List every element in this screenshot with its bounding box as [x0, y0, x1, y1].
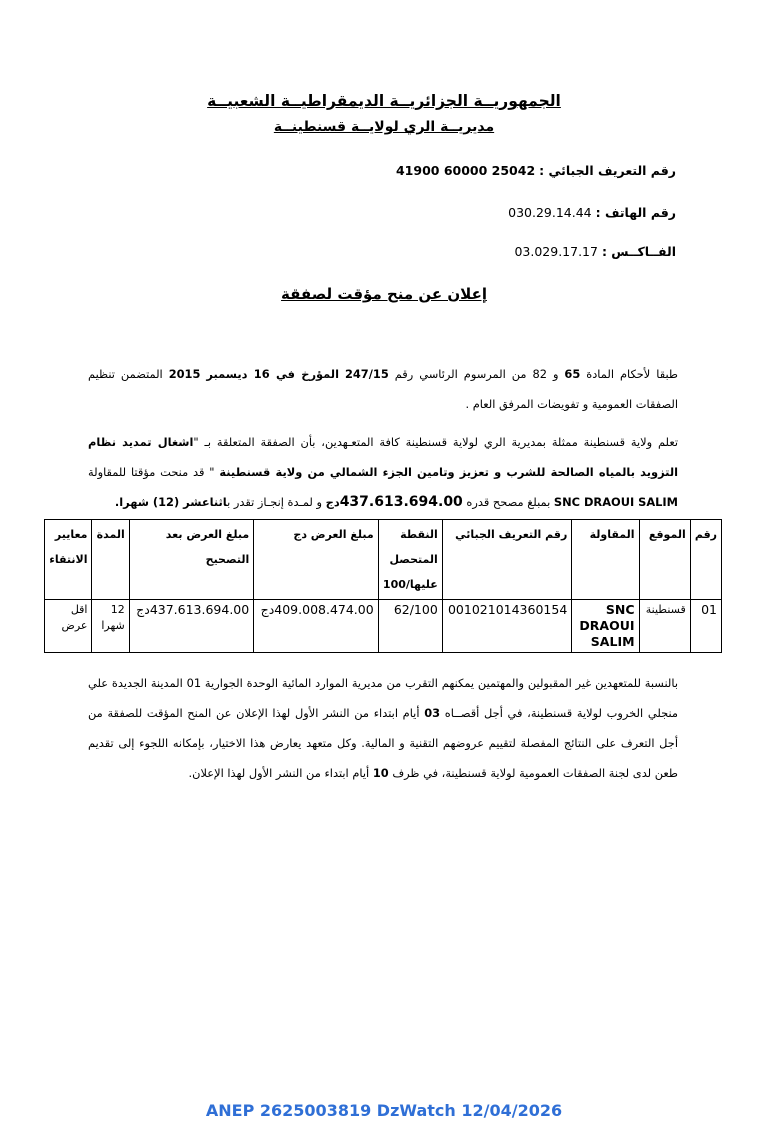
para2-text-3: بمبلغ مصحح قدره [466, 495, 551, 509]
para2-text-1: تعلم ولاية قسنطينة ممثلة بمديرية الري لولاية قسنطينة كافة المتعـهدين، بأن الصفقة المتعلقة بـ " [193, 435, 678, 449]
footer-reference: ANEP 2625003819 DzWatch 12/04/2026 [205, 1101, 563, 1120]
tax-id-line [396, 163, 676, 178]
republic-heading: الجمهوريــة الجزائريــة الديمقراطيــة الشعبيــة [207, 92, 561, 110]
days-count-2: 10 [372, 766, 389, 780]
phone-label: رقم الهاتف : [595, 205, 676, 220]
para3-text-3: أيام ابتداء من النشر الأول لهذا الإعلان. [188, 766, 370, 780]
fax-value: 03.029.17.17 [514, 244, 598, 259]
award-paragraph [88, 427, 678, 517]
appeal-paragraph [88, 668, 678, 788]
cell-criteria: اقل عرض [45, 600, 92, 653]
awarded-amount: 437.613.694.00 [339, 494, 463, 510]
cell-tax-id: 001021014360154 [442, 600, 571, 653]
tax-id-label: رقم التعريف الجبائي : [539, 163, 676, 178]
fax-label: الفــاكــس : [601, 244, 676, 259]
cell-corrected-amount: 437.613.694.00دج [129, 600, 253, 653]
table-row [45, 600, 722, 653]
awarded-company: SNC DRAOUI SALIM [553, 495, 678, 509]
header-site: الموقع [639, 520, 690, 600]
cell-num: 01 [690, 600, 721, 653]
para2-text-4: و لمـدة إنجـاز تقدر ب [227, 495, 322, 509]
fax-line [514, 244, 676, 259]
header-tax-id: رقم التعريف الجبائي [442, 520, 571, 600]
header-duration: المدة [92, 520, 129, 600]
header-criteria: معايير الانتقاء [45, 520, 92, 600]
para2-text-2: " قد منحت مؤقتا للمقاولة [88, 465, 215, 479]
header-score: النقطة المتحصل عليها/100 [378, 520, 442, 600]
cell-company: SNC DRAOUI SALIM [572, 600, 639, 653]
directorate-heading: مديريــة الري لولايــة قسنطينــة [273, 119, 495, 135]
project-name: اشغال تمديد نظام التزويد بالمياه الصالحة للشرب و تعزيز وتامين الجزء الشمالي من ولاية قسنطينة [88, 435, 678, 479]
decree-year: 2015 [168, 367, 201, 381]
notice-title: إعلان عن منح مؤقت لصفقة [281, 285, 487, 303]
header-bid-amount: مبلغ العرض دج [254, 520, 378, 600]
header-company: المقاولة [572, 520, 639, 600]
legal-basis-paragraph [88, 359, 678, 419]
para3-text-1: بالنسبة للمتعهدين غير المقبولين والمهتمين يمكنهم التقرب من مديرية الموارد المائية الوحدة الجوارية 01 المدينة الجديدة علي منجلي الخروب لولاية قسنطينة، في أجل أقصــاه [88, 676, 679, 720]
cell-bid-amount: 409.008.474.00دج [254, 600, 378, 653]
days-count-1: 03 [424, 706, 441, 720]
header-corrected-amount: مبلغ العرض بعد التصحيح [129, 520, 253, 600]
phone-value: 030.29.14.44 [508, 205, 592, 220]
para1-text-3: من المرسوم الرئاسي رقم [394, 367, 527, 381]
cell-site: قسنطينة [639, 600, 690, 653]
para1-text-4: المتضمن تنظيم الصفقات العمومية و تفويضات المرفق العام . [88, 367, 678, 411]
decree-date: المؤرخ في 16 ديسمبر [206, 367, 339, 381]
article-number-1: 65 [564, 367, 581, 381]
cell-score: 62/100 [378, 600, 442, 653]
table-header-row [45, 520, 722, 600]
para1-text-1: طبقا لأحكام المادة [586, 367, 678, 381]
decree-number: 247/15 [344, 367, 389, 381]
header-num: رقم [690, 520, 721, 600]
award-table [44, 519, 722, 653]
para1-text-2: و [552, 367, 559, 381]
phone-line [508, 205, 676, 220]
para3-text-2: أيام ابتداء من النشر الأول لهذا الإعلان عن المنح المؤقت للصفقة من أجل التعرف على النتائج المفصلة لتقييم عروضهم التقنية و المالية. وكل متعهد يعارض هذا الاختيار، بإمكانه اللجوء إلى تقديم طعن لدى لجنة الصفقات العمومية لولاية قسنطينة، في ظرف [88, 706, 678, 780]
article-number-2: 82 [532, 367, 547, 381]
cell-duration: 12 شهرا [92, 600, 129, 653]
tax-id-value: 41900 60000 25042 [395, 163, 536, 178]
currency: دج [325, 495, 340, 509]
awarded-duration: اثناعشر (12) شهرا. [114, 495, 228, 509]
